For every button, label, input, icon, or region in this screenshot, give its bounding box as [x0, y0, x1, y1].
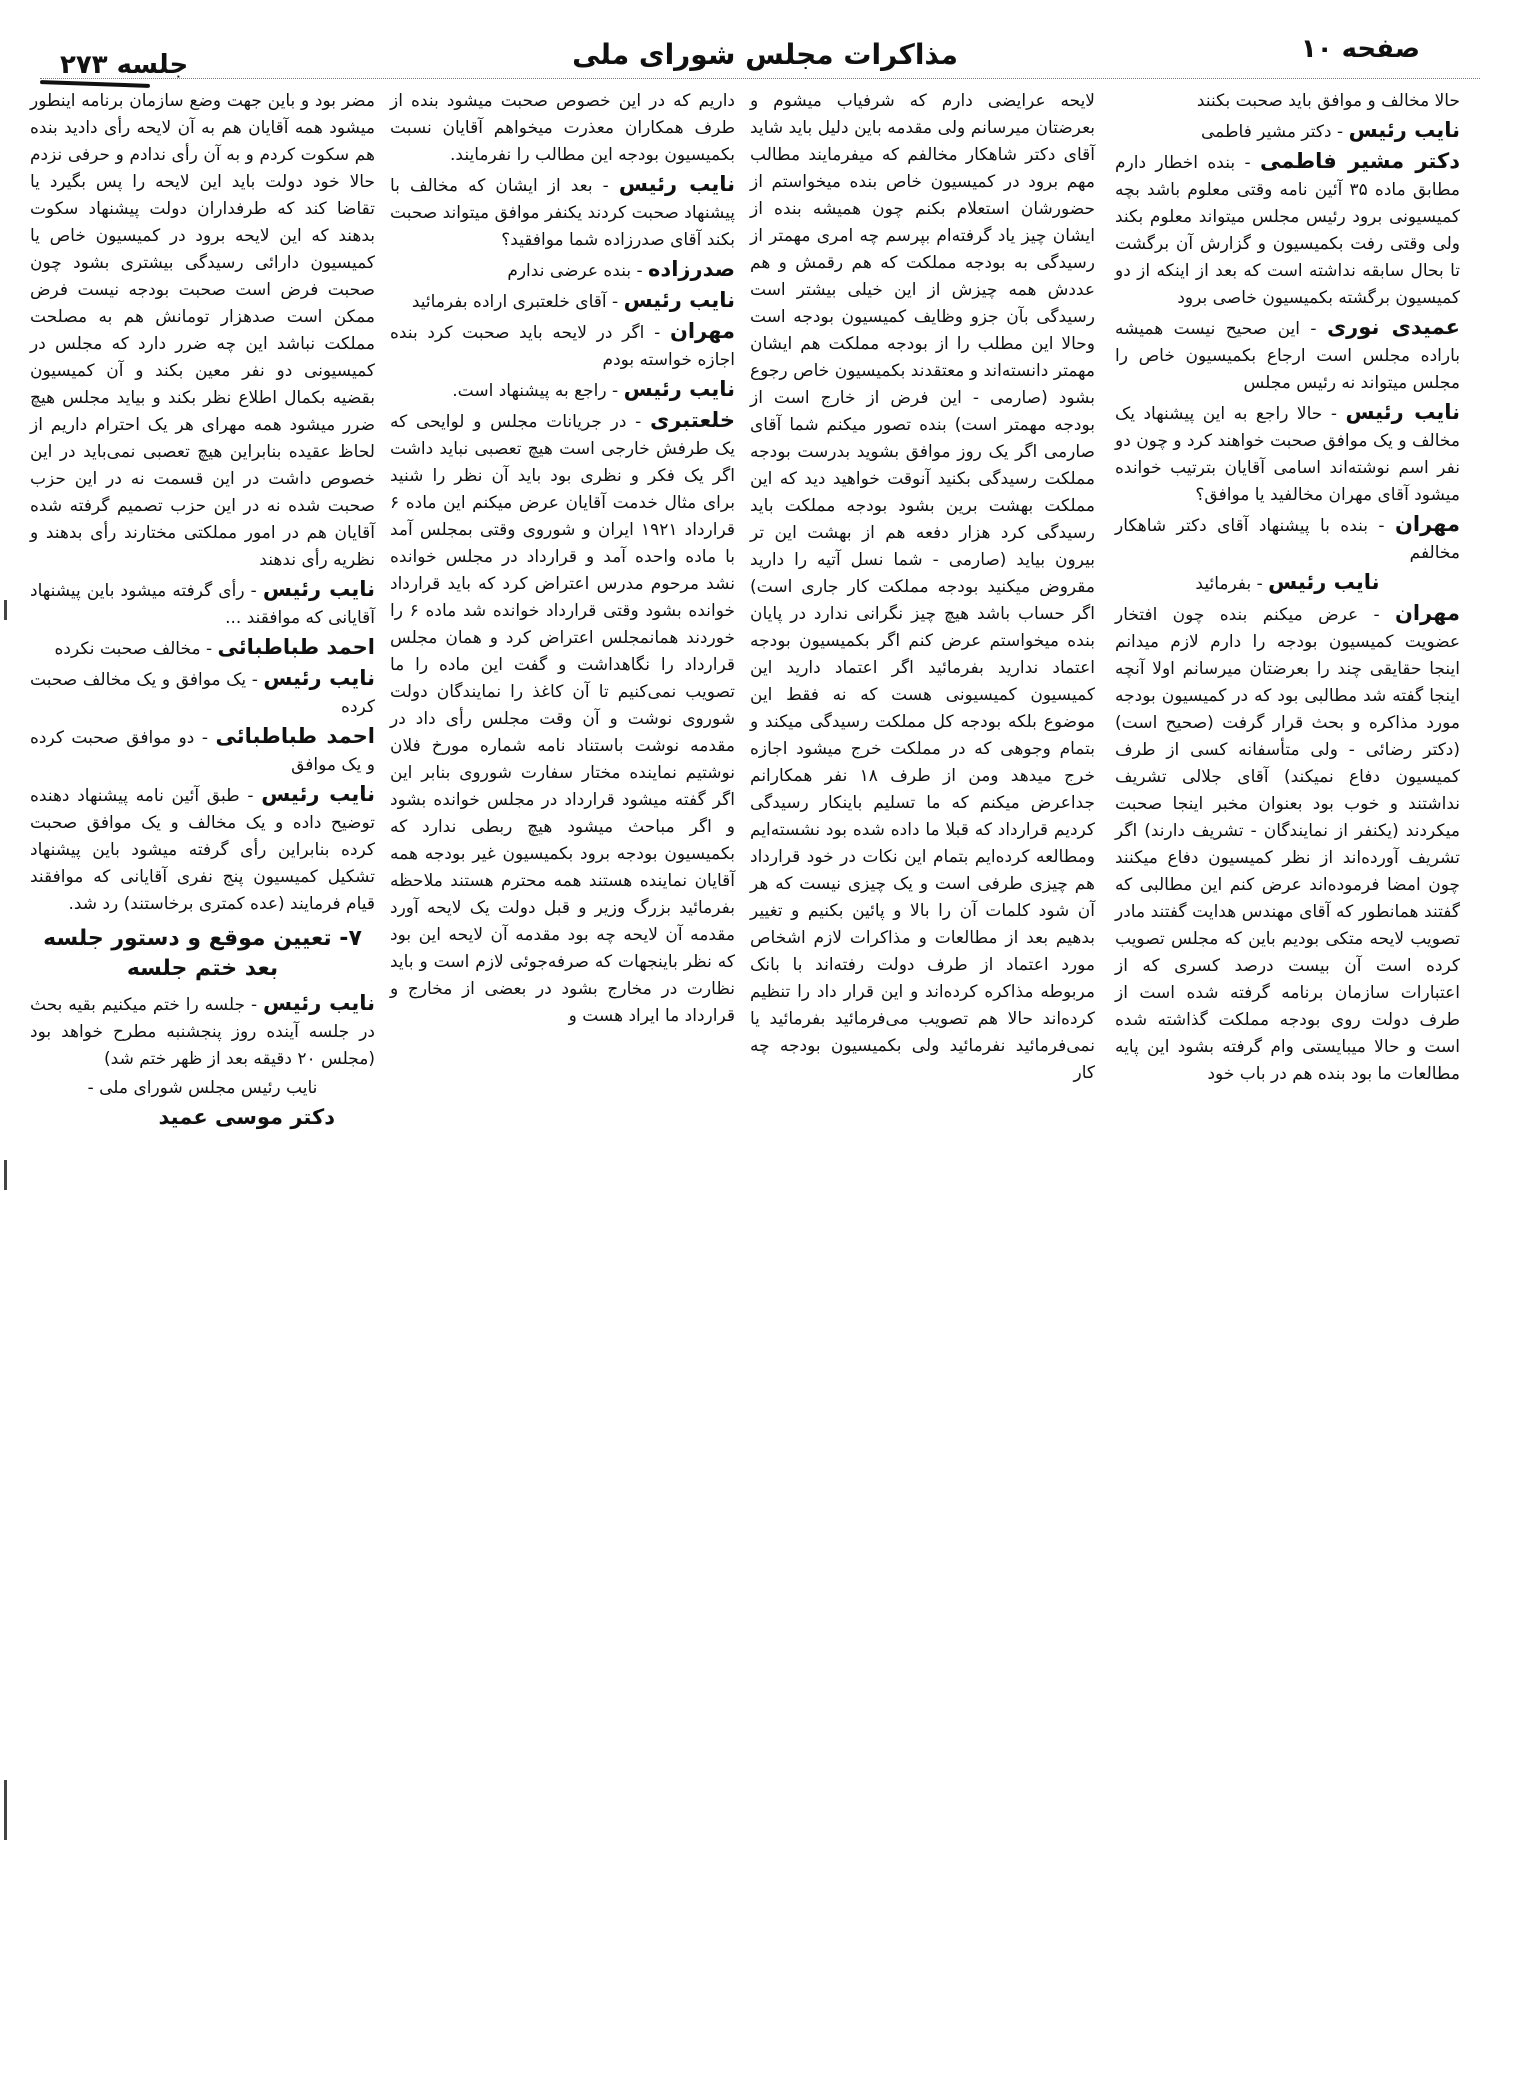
- speaker-name: نایب رئیس: [263, 991, 375, 1015]
- speech: نایب رئیس - راجع به پیشنهاد است.: [452, 377, 735, 401]
- speaker-name: نایب رئیس: [263, 666, 375, 690]
- column-4: [30, 88, 375, 1133]
- scan-mark: [4, 600, 7, 620]
- speech: نایب رئیس - بفرمائید: [1195, 570, 1380, 594]
- speaker-name: نایب رئیس: [262, 577, 375, 601]
- speaker-name: احمد طباطبائی: [217, 635, 375, 659]
- column-2: [750, 88, 1095, 1089]
- speaker-name: مهران: [669, 319, 735, 343]
- speaker-name: نایب رئیس: [1345, 400, 1460, 424]
- speech: نایب رئیس - آقای خلعتبری اراده بفرمائید: [411, 288, 735, 312]
- paragraph: لایحه عرایضی دارم که شرفیاب میشوم و بعرضتان میرسانم ولی مقدمه باین دلیل باید شاید آقای دکتر شاهکار مخالفم که میفرمایند مطالب مهم برود در کمیسیون خاص بنده میخواستم از حضورشان استعلام بکنم چون همیشه بنده از ایشان چیز یاد گرفته‌ام بپرسم چه امری مهمتر از رسیدگی به بودجه مملکت که هم رقمش و هم عددش همه چیزش از این خیلی بیشتر است رسیدگی بآن جزو وظایف کمیسیون بودجه است وحالا این مطلب را از بودجه مملکت هم ایشان مهمتر دانسته‌اند و معتقدند بکمیسیون خاص رجوع بشود (صارمی - این فرض از خارج است از بودجه مهمتر است) بنده تصور میکنم شما آقای صارمی اگر یک روز موافق بشوید بدرست بودجه مملکت رسیدگی بکنید آنوقت خواهید دید که این مملکت بهشت برین بشود بودجه مملکت باید رسیدگی کرد هزار دفعه هم از بهشت این تر بیرون بیاید (صارمی - شما نسل آتیه را دارید مقروض میکنید بودجه مملکت کار جاری است) اگر حساب باشد هیچ چیز نگرانی ندارد در پایان بنده میخواستم عرض کنم اگر بکمیسیون بودجه اعتماد ندارید بفرمائید اگر اعتماد دارید این کمیسیون کمیسیونی هست که نه فقط این موضوع بلکه بودجه کل مملکت رسیدگی میکند و بتمام وجوهی که در مملکت خرج میشود اجازه خرج میدهد ومن از طرف ۱۸ نفر همکارانم جداعرض میکنم که ما تسلیم باینکار رسیدگی کردیم قرارداد که قبلا ما داده شده بود نشسته‌ایم ومطالعه کرده‌ایم بتمام این نکات در خود قرارداد هم چیزی طرفی است و یک چیزی نیست که هر آن شود کلمات آن را بالا و پائین بکنیم و تغییر بدهیم بعد از مطالعات و مذاکرات لازم اشخاص مورد اعتماد از طرف دولت رفته‌اند با بانک مربوطه مذاکره کرده‌اند و این قرار داد را تنظیم کرده‌اند حالا هم تصویب می‌فرمائید بفرمائید یا نمی‌فرمائید نفرمائید ولی بکمیسیون بودجه چه کار: [750, 91, 1095, 1083]
- speech: دکتر مشیر فاطمی - بنده اخطار دارم مطابق ماده ۳۵ آئین نامه وقتی معلوم باشد بچه کمیسیونی برود رئیس مجلس میتواند معلوم بکند ولی وقتی رفت بکمیسیون و گزارش آن برگشت تا بحال سابقه نداشته است که بعد از اینکه از دو کمیسیون برگشته بکمیسیون خاصی برود: [1115, 149, 1460, 308]
- speaker-name: صدرزاده: [648, 257, 735, 281]
- paragraph: حالا مخالف و موافق باید صحبت بکنند: [1196, 91, 1460, 111]
- speaker-name: مهران: [1394, 601, 1460, 625]
- speech: نایب رئیس - طبق آئین نامه پیشنهاد دهنده توضیح داده و یک مخالف و یک موافق صحبت کرده بنابراین رأی گرفته میشود باین پیشنهاد تشکیل کمیسیون پنج نفری آقایانی که موافقند قیام فرمایند (عده کمتری برخاستند) رد شد.: [30, 782, 375, 914]
- speaker-name: نایب رئیس: [618, 172, 736, 196]
- publication-title: مذاکرات مجلس شورای ملی: [572, 38, 958, 71]
- speech: صدرزاده - بنده عرضی ندارم: [507, 257, 735, 281]
- speaker-name: نایب رئیس: [623, 288, 735, 312]
- speech: احمد طباطبائی - مخالف صحبت نکرده: [54, 635, 375, 659]
- column-3: [390, 88, 735, 1032]
- speaker-name: عمیدی نوری: [1326, 315, 1460, 339]
- header-divider: [40, 78, 1480, 79]
- speech: نایب رئیس - جلسه را ختم میکنیم بقیه بحث در جلسه آینده روز پنجشنبه مطرح خواهد بود (مجلس ۲۰ دقیقه بعد از ظهر ختم شد): [30, 991, 375, 1069]
- speech: مهران - اگر در لایحه باید صحبت کرد بنده اجازه خواسته بودم: [390, 319, 735, 370]
- speech: نایب رئیس - یک موافق و یک مخالف صحبت کرده: [30, 666, 375, 717]
- column-1: [1115, 88, 1460, 1090]
- speaker-name: مهران: [1394, 512, 1460, 536]
- speech: عمیدی نوری - این صحیح نیست همیشه باراده مجلس است ارجاع بکمیسیون خاص را مجلس میتواند نه رئیس مجلس: [1115, 315, 1460, 393]
- signature-title: نایب رئیس مجلس شورای ملی -: [87, 1078, 318, 1098]
- speaker-name: خلعتبری: [649, 408, 735, 432]
- session-number: جلسه ۲۷۳: [60, 50, 189, 80]
- speech: نایب رئیس - دکتر مشیر فاطمی: [1201, 118, 1460, 142]
- speaker-name: احمد طباطبائی: [215, 724, 375, 748]
- speaker-name: دکتر مشیر فاطمی: [1260, 149, 1460, 173]
- header-thick-rule: [40, 80, 150, 88]
- speech: خلعتبری - در جریانات مجلس و لوایحی که یک طرفش خارجی است هیچ تعصبی نباید داشت اگر یک فکر و نظری بود باید آن نظر را شنید برای مثال خدمت آقایان عرض میکنم این ماده ۶ قرارداد ۱۹۲۱ ایران و شوروی وقتی بمجلس آمد با ماده واحده آمد و قرارداد در مجلس خوانده نشد مرحوم مدرس اعتراض کرد که باید قرارداد خوانده بشود وقتی قرارداد خوانده شد ماده ۶ را خوردند همانمجلس اعتراض کرد و همان مجلس قرارداد را نگاهداشت و گفت این ماده را ما تصویب نمی‌کنیم تا آن کاغذ را نمایندگان دولت شوروی نوشت و آن وقت مجلس رأی داد در مقدمه نوشت باستناد نامه شماره مورخ فلان نوشتیم نماینده مختار سفارت شوروی بنابر این اگر گفته میشود قرارداد در مجلس خوانده بشود و اگر مباحث میشود هیچ ربطی ندارد که بکمیسیون بودجه برود بکمیسیون غیر بودجه همه آقایان نماینده هستند همه محترم هستند ملاحظه بفرمائید بزرگ وزیر و قبل دولت یک لایحه آورد مقدمه آن لایحه چه بود مقدمه آن لایحه این بود که نظر باینجهات که صرفه‌جوئی لازم است و باید نظارت در مخارج بشود در بعضی از مخارج و قرارداد ما ایراد هست و: [390, 408, 735, 1026]
- paragraph: داریم که در این خصوص صحبت میشود بنده از طرف همکاران معذرت میخواهم آقایان نسبت بکمیسیون بودجه این مطالب را نفرمایند.: [390, 91, 735, 165]
- speech: احمد طباطبائی - دو موافق صحبت کرده و یک موافق: [30, 724, 375, 775]
- scan-mark: [4, 1160, 7, 1190]
- section-heading: ۷- تعیین موقع و دستور جلسه بعد ختم جلسه: [43, 926, 362, 981]
- paragraph: مضر بود و باین جهت وضع سازمان برنامه اینطور میشود همه آقایان هم به آن لایحه رأی دادید بنده هم سکوت کردم و به آن رأی ندادم و حرفی نزدم حالا خود دولت باید این لایحه را پس بگیرد یا تقاضا کند که طرفداران دولت پیشنهاد سکوت بدهند که این لایحه برود در کمیسیون خاص یا کمیسیون دارائی رسیدگی بیشتری بشود چون صحبت فرض است صحبت بودجه نیست فرض ممکن است صدهزار تومانش هم به مصلحت مملکت نباشد این چه ضرر دارد که مجلس در کمیسیونی دو نفر معین بکند و آن کمیسیون بقضیه بکمال اطلاع نظر بکند و بیاید مجلس هیچ ضرر میشود همه مهرای هر یک احترام داریم از لحاظ عقیده بنابراین هیچ تعصبی نمی‌باید در این خصوص داشت در این قسمت نه در این حزب صحبت شده نه در این حزب تصمیم گرفته شده آقایان هم در امور مملکتی مختارند رأی بدهند و نظریه رأی ندهند: [30, 91, 375, 570]
- speech: مهران - عرض میکنم بنده چون افتخار عضویت کمیسیون بودجه را دارم لازم میدانم اینجا حقایقی چند را بعرضتان میرسانم اولا آنچه اینجا گفته شد مطالبی بود که در کمیسیون بودجه مورد مذاکره و بحث قرار گرفت (صحیح است) (دکتر رضائی - ولی متأسفانه کسی از طرف کمیسیون دفاع نمیکند) آقای جلالی تشریف نداشتند و خوب بود بعنوان مخبر اینجا صحبت میکردند (یکنفر از نمایندگان - تشریف دارند) اگر تشریف آورده‌اند از نظر کمیسیون دفاع میکنند چون امضا فرموده‌اند عرض کنم این مطالبی که گفتند همانطور که آقای مهندس هدایت گفتند مادر تصویب لایحه متکی بودیم باین که مجلس تصویب کرده است آن بیست درصد کسری که از اعتبارات سازمان برنامه گرفته شده است از طرف دولت روی بودجه مملکت گذاشته شده است و حالا میبایستی وام گرفته بشود این پایه مطالعات ما بود بنده هم در باب خود: [1115, 601, 1460, 1084]
- speech: نایب رئیس - بعد از ایشان که مخالف با پیشنهاد صحبت کردند یکنفر موافق میتواند صحبت بکند آقای صدرزاده شما موافقید؟: [390, 172, 736, 250]
- scan-mark: [4, 1780, 7, 1840]
- page-header: [40, 28, 1490, 78]
- signature-name: دکتر موسی عمید: [158, 1105, 335, 1129]
- speaker-name: نایب رئیس: [623, 377, 735, 401]
- speaker-name: نایب رئیس: [261, 782, 375, 806]
- speech: نایب رئیس - حالا راجع به این پیشنهاد یک مخالف و یک موافق صحبت خواهند کرد و چون دو نفر اسم نوشته‌اند اسامی آقایان بترتیب خوانده میشود آقای مهران مخالفید یا موافق؟: [1115, 400, 1460, 505]
- speaker-name: نایب رئیس: [1348, 118, 1460, 142]
- page-number: صفحه ۱۰: [1300, 34, 1420, 64]
- speech: نایب رئیس - رأی گرفته میشود باین پیشنهاد آقایانی که موافقند ...: [30, 577, 375, 628]
- scan-margin-marks: [4, 600, 10, 2100]
- speaker-name: نایب رئیس: [1268, 570, 1380, 594]
- article-columns: [30, 88, 1460, 1488]
- speech: مهران - بنده با پیشنهاد آقای دکتر شاهکار مخالفم: [1115, 512, 1460, 563]
